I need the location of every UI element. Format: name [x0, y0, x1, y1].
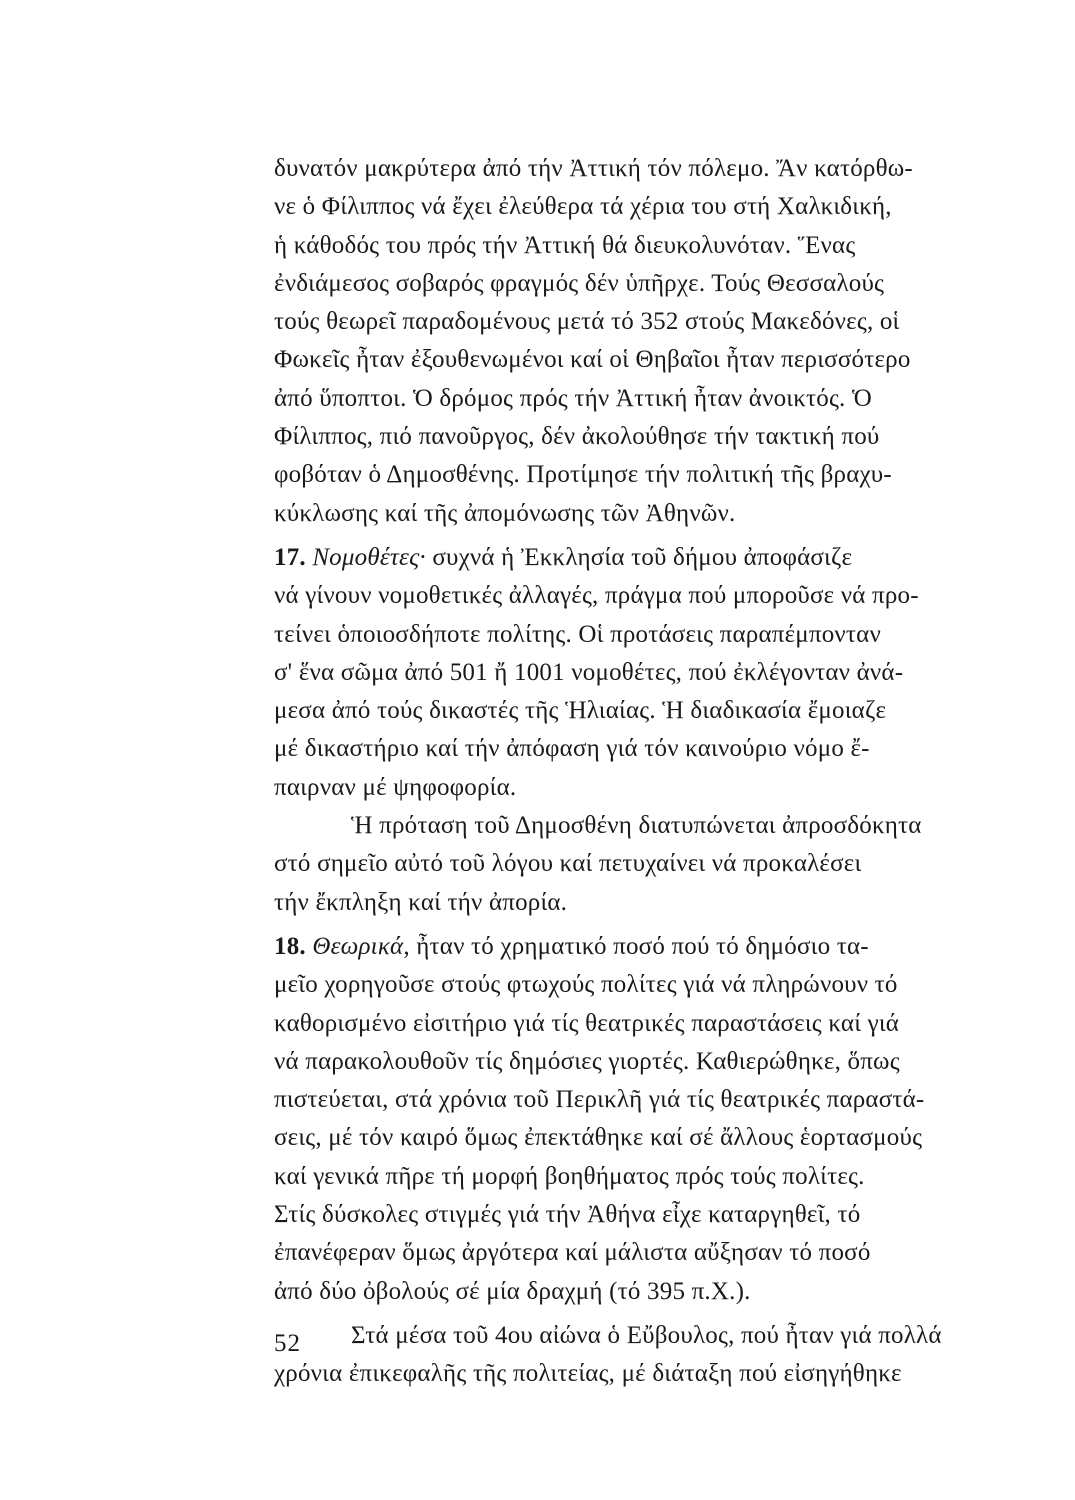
text-line: νά γίνουν νομοθετικές ἀλλαγές, πράγμα πού μποροῦσε νά προ-	[274, 582, 919, 610]
text-line: κύκλωσης καί τῆς ἀπομόνωσης τῶν Ἀθηνῶν.	[274, 499, 736, 527]
text-line: Φίλιππος, πιό πανοῦργος, δέν ἀκολούθησε τήν τακτική πού	[274, 423, 880, 451]
text-line: καί γενικά πῆρε τή μορφή βοηθήματος πρός τούς πολίτες.	[274, 1162, 865, 1190]
text-line: μεῖο χορηγοῦσε στούς φτωχούς πολίτες γιά νά πληρώνουν τό	[274, 971, 898, 999]
note-number: 18.	[274, 932, 306, 960]
text-line: παιρναν μέ ψηφοφορία.	[274, 773, 517, 801]
text-line: καθορισμένο εἰσιτήριο γιά τίς θεατρικές παραστάσεις καί γιά	[274, 1009, 900, 1037]
text-line: μεσα ἀπό τούς δικαστές τῆς Ἡλιαίας. Ἡ διαδικασία ἔμοιαζε	[274, 697, 887, 725]
text-line: πιστεύεται, στά χρόνια τοῦ Περικλῆ γιά τίς θεατρικές παραστά-	[274, 1086, 925, 1114]
text-line: Στίς δύσκολες στιγμές γιά τήν Ἀθήνα εἶχε καταργηθεῖ, τό	[274, 1201, 861, 1229]
text-line: σεις, μέ τόν καιρό ὅμως ἐπεκτάθηκε καί σέ ἄλλους ἑορτασμούς	[274, 1124, 923, 1152]
note-17-first-line	[274, 539, 853, 577]
text-line: τούς θεωρεῖ παραδομένους μετά τό 352 στούς Μακεδόνες, οἱ	[274, 308, 900, 336]
text-line: ἡ κάθοδός του πρός τήν Ἀττική θά διευκολυνόταν. Ἕνας	[274, 231, 856, 259]
text-line: ἀπό ὕποπτοι. Ὁ δρόμος πρός τήν Ἀττική ἦταν ἀνοικτός. Ὁ	[274, 384, 872, 412]
note-term: Θεωρικά,	[312, 932, 410, 960]
text-line: ἀπό δύο ὀβολούς σέ μία δραχμή (τό 395 π.Χ.).	[274, 1277, 751, 1305]
text-line: χρόνια ἐπικεφαλῆς τῆς πολιτείας, μέ διάταξη πού εἰσηγήθηκε	[274, 1360, 902, 1388]
text-span: συχνά ἡ Ἐκκλησία τοῦ δήμου ἀποφάσιζε	[432, 543, 853, 571]
text-line: σ' ἕνα σῶμα ἀπό 501 ἤ 1001 νομοθέτες, πού ἐκλέγονταν ἀνά-	[274, 658, 904, 686]
text-line: νά παρακολουθοῦν τίς δημόσιες γιορτές. Καθιερώθηκε, ὅπως	[274, 1047, 900, 1075]
note-18-first-line	[274, 928, 869, 966]
note-18	[274, 928, 942, 1394]
text-span: ἦταν τό χρηματικό ποσό πού τό δημόσιο τα-	[416, 932, 869, 960]
page-text	[274, 150, 942, 1394]
text-line: δυνατόν μακρύτερα ἀπό τήν Ἀττική τόν πόλεμο. Ἄν κατόρθω-	[274, 155, 913, 182]
text-line: φοβόταν ὁ Δημοσθένης. Προτίμησε τήν πολιτική τῆς βραχυ-	[274, 461, 892, 489]
note-17	[274, 539, 922, 922]
note-term: Νομοθέτες·	[312, 543, 426, 571]
note-number: 17.	[274, 543, 306, 571]
text-line: ἐπανέφεραν ὅμως ἀργότερα καί μάλιστα αὔξησαν τό ποσό	[274, 1239, 871, 1267]
text-line: Στά μέσα τοῦ 4ου αἰώνα ὁ Εὔβουλος, πού ἦταν γιά πολλά	[351, 1321, 942, 1349]
text-line: Ἡ πρόταση τοῦ Δημοσθένη διατυπώνεται ἀπροσδόκητα	[351, 812, 922, 840]
text-line: τείνει ὁποιοσδήποτε πολίτης. Οἱ προτάσεις παραπέμπονταν	[274, 620, 881, 648]
text-line: τήν ἔκπληξη καί τήν ἀπορία.	[274, 888, 568, 916]
page-number: 52	[274, 1330, 301, 1357]
text-line: μέ δικαστήριο καί τήν ἀπόφαση γιά τόν καινούριο νόμο ἔ-	[274, 735, 870, 763]
text-line: στό σημεῖο αὐτό τοῦ λόγου καί πετυχαίνει νά προκαλέσει	[274, 850, 862, 878]
paragraph-intro	[274, 150, 913, 533]
text-line: Φωκεῖς ἦταν ἐξουθενωμένοι καί οἱ Θηβαῖοι ἦταν περισσότερο	[274, 346, 911, 374]
text-line: νε ὁ Φίλιππος νά ἔχει ἐλεύθερα τά χέρια του στή Χαλκιδική,	[274, 193, 892, 221]
text-line: ἐνδιάμεσος σοβαρός φραγμός δέν ὑπῆρχε. Τούς Θεσσαλούς	[274, 269, 885, 297]
